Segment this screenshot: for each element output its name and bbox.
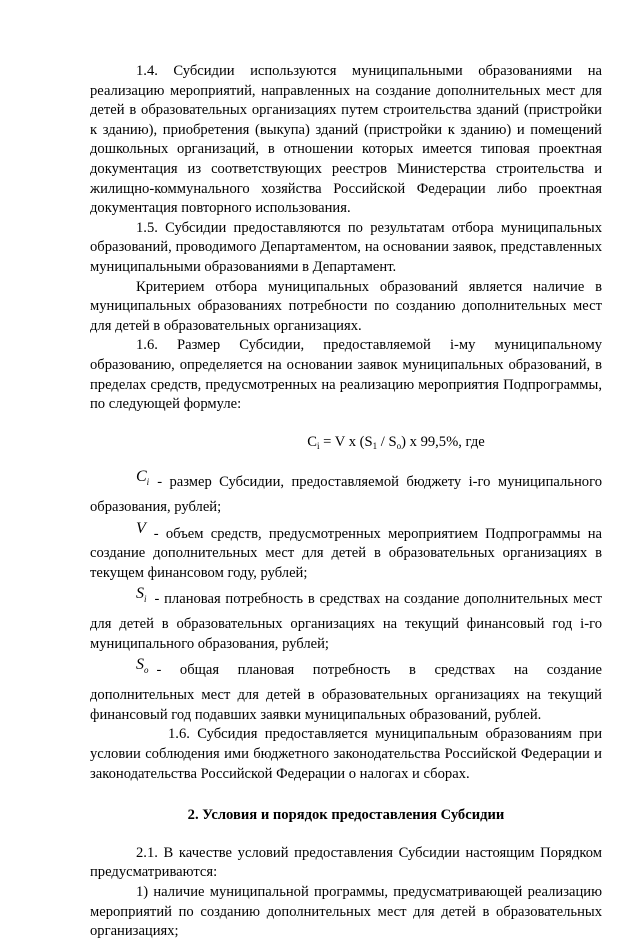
paragraph-1-6-size: 1.6. Размер Субсидии, предоставляемой i-му муниципальному образованию, определяется на основании заявок муниципальных образований, в пределах средств, предусмотренных на реализацию мероприятия Подпрограммы, по следующей формуле:: [90, 337, 602, 413]
def-si-sub: i: [144, 594, 147, 605]
paragraph-2-1-item-1: 1) наличие муниципальной программы, предусматривающей реализацию мероприятий по созданию дополнительных мест для детей в образовательных организациях;: [90, 883, 602, 940]
definition-ci: [90, 468, 602, 517]
document-page: [90, 62, 602, 942]
definition-si: [90, 585, 602, 654]
section-2-heading: 2. Условия и порядок предоставления Субсидии: [187, 807, 505, 824]
paragraph-1-4: 1.4. Субсидии используются муниципальными образованиями на реализацию мероприятий, направленных на создание дополнительных мест для детей в образовательных организациях путем строительства зданий (пристройки к зданию), приобретения (выкупа) зданий (пристройки к зданию) и помещений дошкольных организаций, в отношении которых имеется типовая проектная документация из соответствующих реестров Министерства строительства и жилищно-коммунального хозяйства Российской Федерации либо проектная документация повторного использования.: [90, 63, 602, 217]
def-so-sub: o: [144, 665, 149, 676]
formula-tail: ) x 99,5%, где: [401, 433, 485, 450]
definition-v: [90, 519, 602, 584]
formula-so-sub: o: [396, 440, 402, 451]
def-v-text: - объем средств, предусмотренных мероприятием Подпрограммы на создание дополнительных мест для детей в образовательных организациях в текущем финансовом году, рублей;: [90, 525, 602, 581]
subsidy-formula: [90, 433, 602, 453]
formula-mid: / S: [377, 433, 397, 450]
def-v-symbol: V: [136, 519, 146, 537]
def-ci-text: - размер Субсидии, предоставляемой бюджету i-го муниципального образования, рублей;: [90, 474, 602, 516]
formula-s1-sub: 1: [372, 440, 378, 451]
def-si-symbol: S: [136, 585, 144, 603]
paragraph-2-1: 2.1. В качестве условий предоставления Субсидии настоящим Порядком предусматриваются:: [90, 844, 602, 881]
formula-c-sub: i: [317, 440, 320, 451]
def-ci-symbol: C: [136, 468, 147, 486]
def-so-symbol: S: [136, 656, 144, 674]
formula-eq: = V x (S: [319, 433, 373, 450]
paragraph-criterion: Критерием отбора муниципальных образований является наличие в муниципальных образованиях потребности по созданию дополнительных мест для детей в образовательных организациях.: [90, 278, 602, 334]
def-so-text: - общая плановая потребность в средствах на создание дополнительных мест для детей в образовательных организациях на текущий финансовый год подавших заявки муниципальных образований, рублей.: [90, 662, 602, 723]
paragraph-1-6-conditions: 1.6. Субсидия предоставляется муниципальным образованиям при условии соблюдения ими бюджетного законодательства Российской Федерации и законодательства Российской Федерации о налогах и сборах.: [90, 726, 602, 782]
paragraph-1-5: 1.5. Субсидии предоставляются по результатам отбора муниципальных образований, проводимого Департаментом, на основании заявок, представленных муниципальными образованиями в Департамент.: [90, 219, 602, 275]
def-ci-sub: i: [146, 477, 150, 488]
definition-so: [90, 656, 602, 725]
def-si-text: - плановая потребность в средствах на создание дополнительных мест для детей в образовательных организациях на текущий финансовый год i-го муниципального образования, рублей;: [90, 591, 602, 652]
formula-c: C: [307, 433, 318, 450]
